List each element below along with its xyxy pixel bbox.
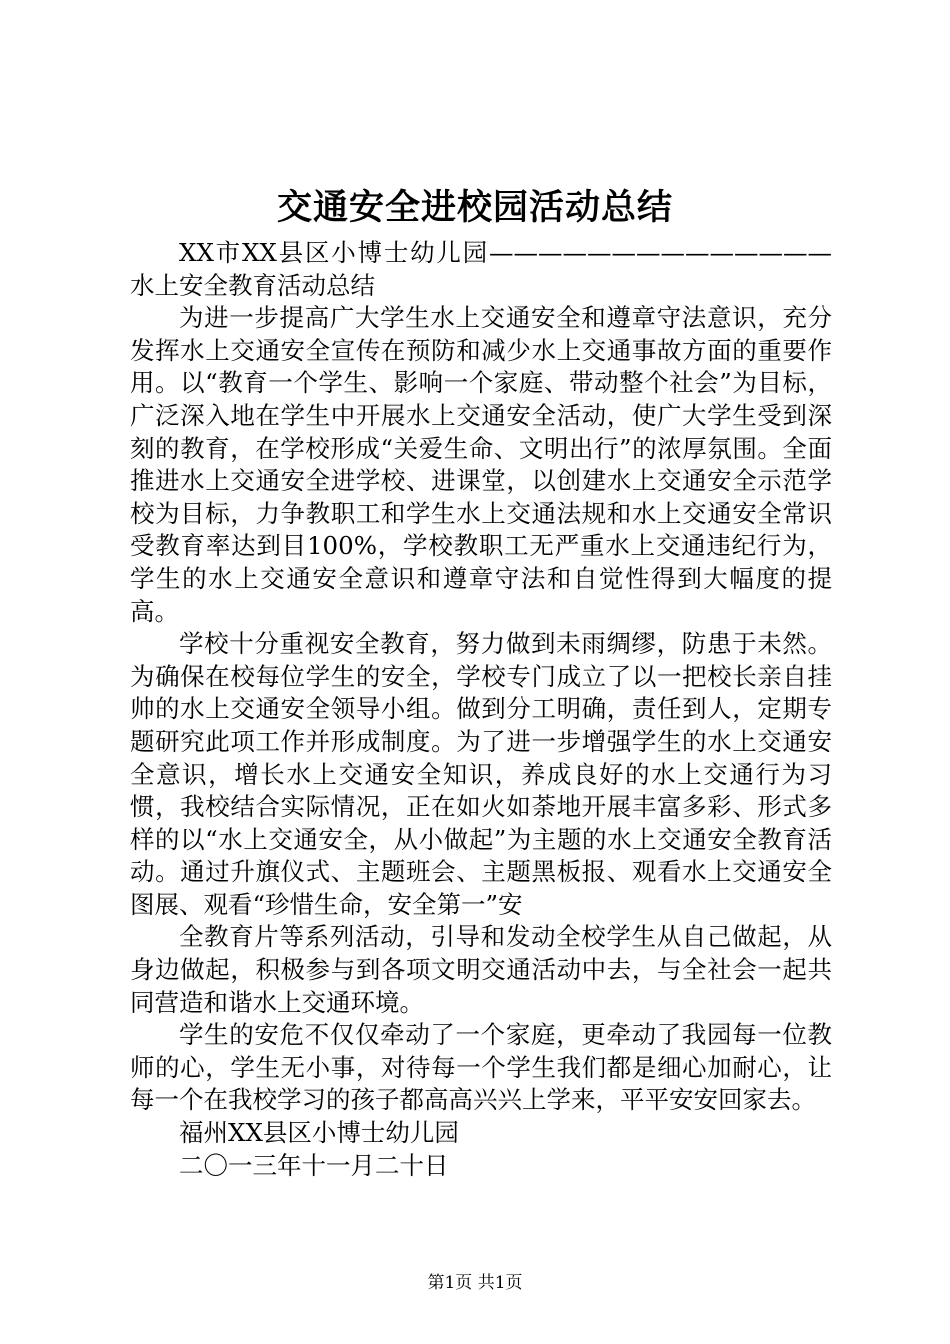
page-footer: 第1页 共1页 (427, 1273, 523, 1293)
signature-date: 二〇一三年十一月二十日 (179, 1150, 449, 1180)
paragraph-header: XX市XX县区小博士幼儿园——————————————水上安全教育活动总结 (130, 238, 832, 300)
paragraph-conclusion: 学生的安危不仅仅牵动了一个家庭，更牵动了我园每一位教师的心，学生无小事，对待每一个学生我们都是细心加耐心，让每一个在我校学习的孩子都高高兴兴上学来，平平安安回家去。 (130, 1020, 832, 1115)
document-body (130, 237, 832, 1182)
paragraph-activities: 全教育片等系列活动，引导和发动全校学生从自己做起，从身边做起，积极参与到各项文明交通活动中去，与全社会一起共同营造和谐水上交通环境。 (130, 922, 832, 1017)
signature-organization: 福州XX县区小博士幼儿园 (179, 1118, 459, 1148)
paragraph-measures: 学校十分重视安全教育，努力做到未雨绸缪，防患于未然。为确保在校每位学生的安全，学校专门成立了以一把校长亲自挂帅的水上交通安全领导小组。做到分工明确，责任到人，定期专题研究此项工作并形成制度。为了进一步增强学生的水上交通安全意识，增长水上交通安全知识，养成良好的水上交通行为习惯，我校结合实际情况，正在如火如荼地开展丰富多彩、形式多样的以“水上交通安全，从小做起”为主题的水上交通安全教育活动。通过升旗仪式、主题班会、主题黑板报、观看水上交通安全图展、观看“珍惜生命，安全第一”安 (130, 629, 832, 919)
paragraph-intro: 为进一步提高广大学生水上交通安全和遵章守法意识，充分发挥水上交通安全宣传在预防和减少水上交通事故方面的重要作用。以“教育一个学生、影响一个家庭、带动整个社会”为目标，广泛深入地在学生中开展水上交通安全活动，使广大学生受到深刻的教育，在学校形成“关爱生命、文明出行”的浓厚氛围。全面推进水上交通安全进学校、进课堂，以创建水上交通安全示范学校为目标，力争教职工和学生水上交通法规和水上交通安全常识受教育率达到目100%，学校教职工无严重水上交通违纪行为，学生的水上交通安全意识和遵章守法和自觉性得到大幅度的提高。 (130, 303, 832, 626)
document-title: 交通安全进校园活动总结 (276, 187, 673, 228)
